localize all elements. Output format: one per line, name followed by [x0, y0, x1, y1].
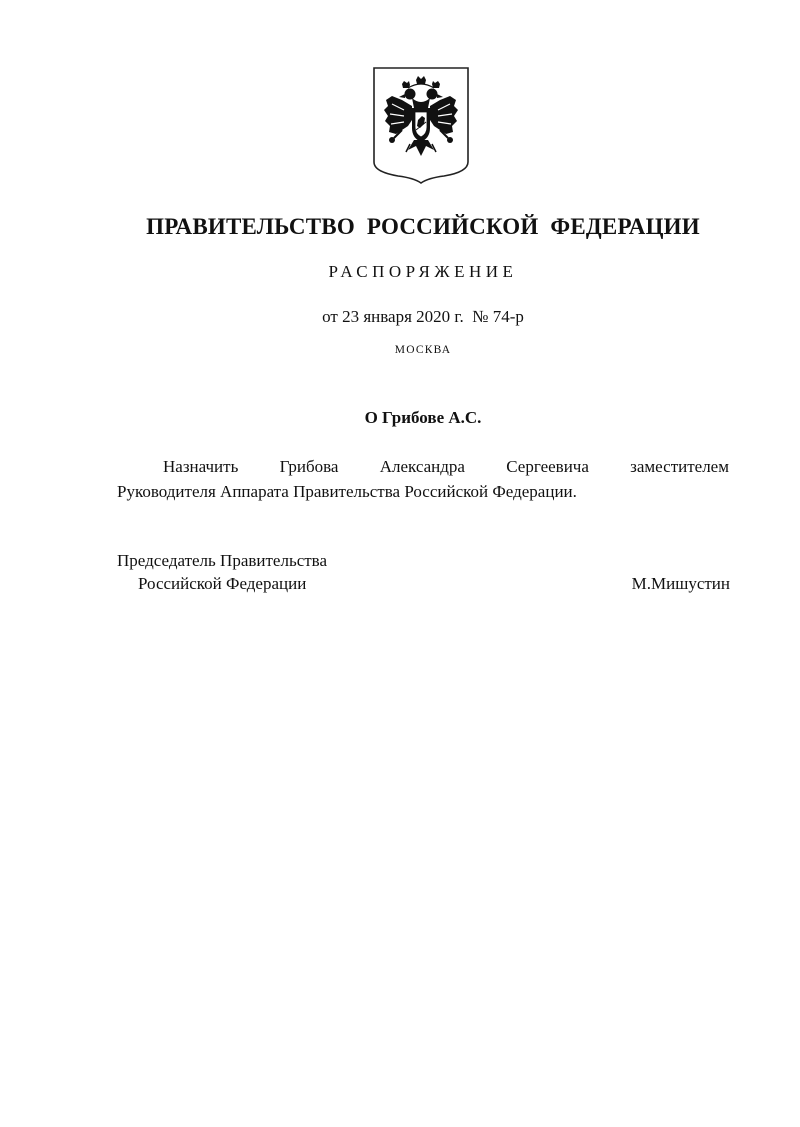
body-line-1: [117, 454, 729, 479]
signatory-title-line-1: Председатель Правительства: [117, 551, 328, 570]
document-type: РАСПОРЯЖЕНИЕ: [328, 262, 518, 281]
body-line-2: Руководителя Аппарата Правительства Российской Федерации.: [117, 482, 577, 501]
russian-coat-of-arms-icon: [372, 66, 470, 184]
signatory-title-line-2: Российской Федерации: [138, 574, 307, 593]
body-word: Назначить: [163, 457, 239, 476]
document-city: МОСКВА: [394, 344, 452, 356]
body-word: Сергеевича: [506, 457, 589, 476]
coat-of-arms-emblem: [372, 66, 470, 184]
signatory-name: М.Мишустин: [631, 574, 730, 593]
document-subject: О Грибове А.С.: [364, 408, 482, 427]
document-date-number: [0, 307, 800, 327]
date-number-text: от 23 января 2020 г. № 74-р: [322, 307, 524, 326]
body-word: Грибова: [279, 457, 339, 476]
signatory-title: [117, 549, 327, 595]
document-body: [117, 454, 729, 504]
body-word: заместителем: [630, 457, 729, 476]
body-word: Александра: [379, 457, 465, 476]
government-title: ПРАВИТЕЛЬСТВО РОССИЙСКОЙ ФЕДЕРАЦИИ: [146, 214, 700, 239]
